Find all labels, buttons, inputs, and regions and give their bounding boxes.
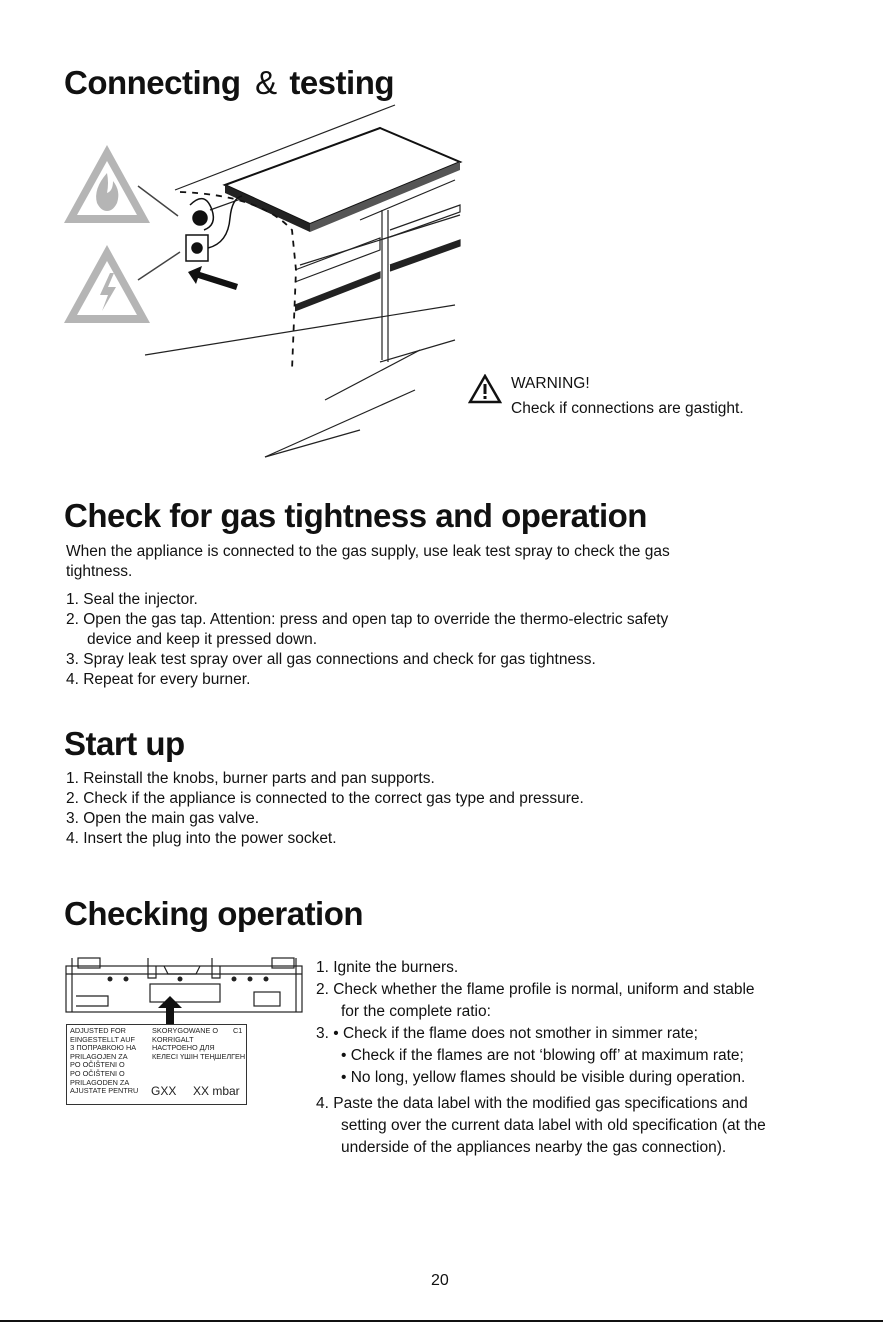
label-line: З ПОПРАВКОЮ НА bbox=[70, 1043, 137, 1053]
label-line: KORRIGALT bbox=[152, 1034, 194, 1044]
label-line: ADJUSTED FOR bbox=[70, 1026, 126, 1035]
label-pressure: XX mbar bbox=[193, 1084, 240, 1098]
label-line: КЕЛЕСІ ҮШІН ТЕҢШЕЛГЕН bbox=[152, 1051, 246, 1061]
label-code: C1 bbox=[233, 1026, 243, 1035]
arrow-icon bbox=[188, 266, 238, 290]
list-item: 4. Repeat for every burner. bbox=[66, 671, 251, 688]
list-item: 1. Ignite the burners. bbox=[316, 959, 459, 976]
flame-warning-icon bbox=[62, 143, 152, 225]
electric-warning-icon bbox=[62, 243, 152, 325]
list-item: 4. Paste the data label with the modified gas specifications and bbox=[316, 1095, 748, 1112]
gas-tightness-intro bbox=[66, 542, 856, 582]
label-left-lines bbox=[70, 1027, 138, 1096]
warning-text: Check if connections are gastight. bbox=[511, 400, 744, 417]
intro-line: When the appliance is connected to the gas supply, use leak test spray to check the gas bbox=[66, 543, 670, 560]
list-item: • No long, yellow flames should be visible during operation. bbox=[341, 1069, 746, 1086]
title-ampersand: & bbox=[255, 64, 277, 101]
label-line: PRILAGODEN ZA bbox=[70, 1077, 130, 1087]
data-label bbox=[66, 1024, 247, 1105]
list-item: • Check if the flames are not ‘blowing off’ at maximum rate; bbox=[341, 1047, 744, 1064]
start-up-steps bbox=[66, 769, 856, 849]
list-item: 3. • Check if the flame does not smother in simmer rate; bbox=[316, 1025, 698, 1042]
list-item: 2. Open the gas tap. Attention: press and open tap to override the thermo-electric safety bbox=[66, 611, 669, 628]
list-item: 4. Insert the plug into the power socket. bbox=[66, 830, 337, 847]
label-line: AJUSTATE PENTRU bbox=[70, 1086, 139, 1096]
label-line: НАСТРОЕНО ДЛЯ bbox=[152, 1043, 215, 1053]
list-item: device and keep it pressed down. bbox=[87, 631, 318, 648]
list-item: underside of the appliances nearby the gas connection). bbox=[341, 1139, 727, 1156]
list-item: 1. Reinstall the knobs, burner parts and pan supports. bbox=[66, 770, 435, 787]
gas-tightness-steps bbox=[66, 590, 856, 690]
section-title-start-up: Start up bbox=[64, 725, 185, 762]
label-line: PO OČIŠTENI O bbox=[70, 1068, 125, 1078]
label-right-lines bbox=[152, 1027, 245, 1061]
section-title-connecting bbox=[64, 66, 394, 99]
label-line: PRILAGOJEN ZA bbox=[70, 1051, 128, 1061]
list-item: 3. Spray leak test spray over all gas connections and check for gas tightness. bbox=[66, 651, 596, 668]
hob-underside-illustration bbox=[64, 952, 304, 1024]
section-title-gas-tightness: Check for gas tightness and operation bbox=[64, 497, 647, 534]
title-part-testing: testing bbox=[289, 64, 395, 101]
section-title-checking-operation: Checking operation bbox=[64, 895, 364, 932]
intro-line: tightness. bbox=[66, 563, 133, 580]
arrow-icon bbox=[158, 996, 182, 1024]
warning-triangle-icon bbox=[468, 374, 502, 404]
label-line: SKORYGOWANE O bbox=[152, 1026, 219, 1035]
list-item: setting over the current data label with old specification (at the bbox=[341, 1117, 766, 1134]
title-part-connecting: Connecting bbox=[64, 64, 241, 101]
list-item: 1. Seal the injector. bbox=[66, 591, 198, 608]
list-item: 3. Open the main gas valve. bbox=[66, 810, 260, 827]
label-gas: GXX bbox=[151, 1084, 177, 1098]
label-line: PO OČIŠTENI O bbox=[70, 1060, 125, 1070]
checking-operation-steps bbox=[316, 957, 856, 1159]
label-line: EINGESTELLT AUF bbox=[70, 1034, 136, 1044]
list-item: 2. Check if the appliance is connected to the correct gas type and pressure. bbox=[66, 790, 584, 807]
bottom-rule bbox=[0, 1320, 883, 1322]
page-number: 20 bbox=[431, 1272, 449, 1289]
warning-title: WARNING! bbox=[511, 375, 590, 392]
list-item: 2. Check whether the flame profile is normal, uniform and stable bbox=[316, 981, 755, 998]
list-item: for the complete ratio: bbox=[341, 1003, 491, 1020]
